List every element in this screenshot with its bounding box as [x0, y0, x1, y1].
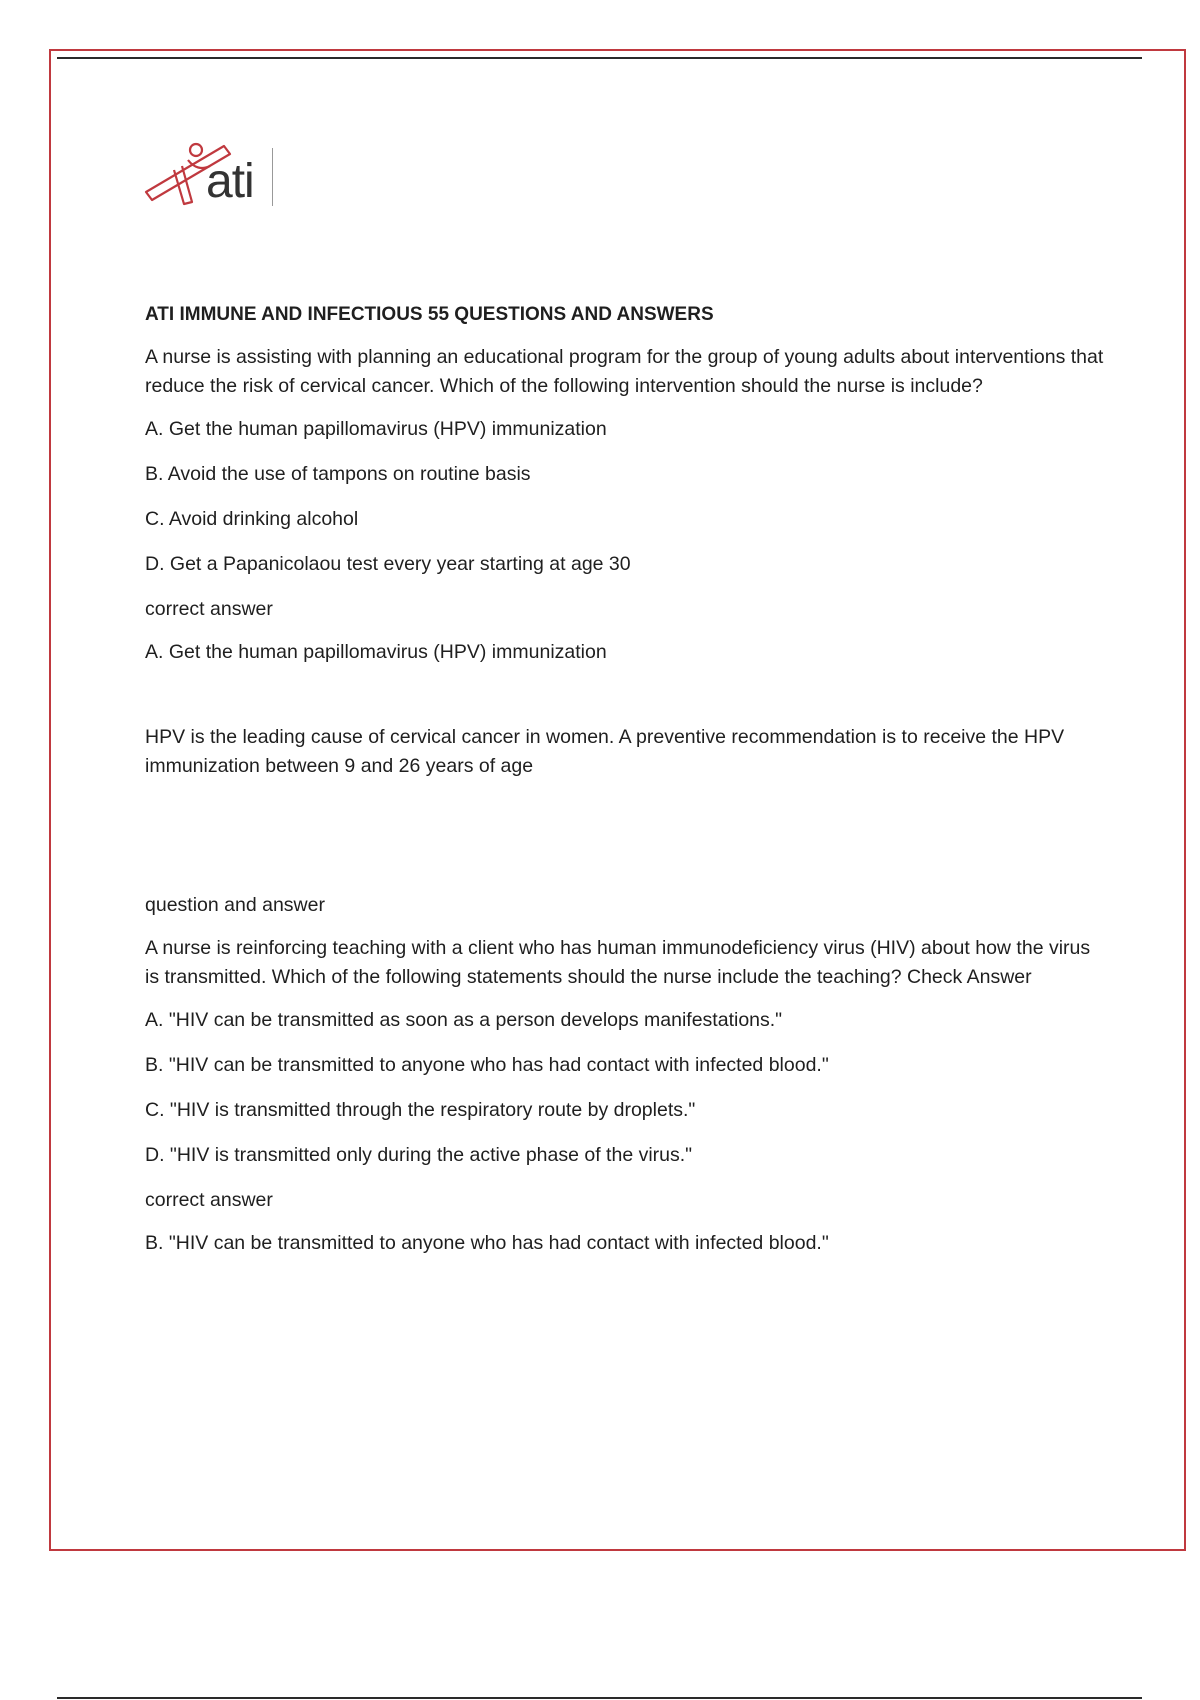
- question-2-option-b: B. "HIV can be transmitted to anyone who has had contact with infected blood.": [145, 1054, 829, 1076]
- question-1-option-b: B. Avoid the use of tampons on routine basis: [145, 463, 531, 485]
- question-2-answer-label: correct answer: [145, 1189, 273, 1211]
- question-2-text: A nurse is reinforcing teaching with a client who has human immunodeficiency virus (HIV) about how the virus is transmitted. Which of the following statements should the nurse include the teaching? Check Answer: [145, 937, 1091, 988]
- section-label: question and answer: [145, 894, 325, 916]
- question-1-text: A nurse is assisting with planning an educational program for the group of young adults about interventions that reduce the risk of cervical cancer. Which of the following intervention should the nurse is include?: [145, 346, 1104, 397]
- question-1-answer-label: correct answer: [145, 598, 273, 620]
- top-rule: [57, 57, 1142, 59]
- logo-divider: [272, 148, 273, 206]
- document-body: [145, 300, 1105, 1274]
- question-2-option-a: A. "HIV can be transmitted as soon as a person develops manifestations.": [145, 1009, 783, 1031]
- spacer: [145, 795, 1105, 891]
- document-title: ATI IMMUNE AND INFECTIOUS 55 QUESTIONS AND ANSWERS: [145, 304, 714, 325]
- logo-text: ati: [206, 155, 254, 208]
- question-1-answer: A. Get the human papillomavirus (HPV) immunization: [145, 641, 607, 663]
- ati-logo: [144, 140, 284, 220]
- question-1-option-d: D. Get a Papanicolaou test every year starting at age 30: [145, 553, 631, 575]
- question-2-answer: B. "HIV can be transmitted to anyone who has had contact with infected blood.": [145, 1232, 829, 1254]
- question-1-option-c: C. Avoid drinking alcohol: [145, 508, 359, 530]
- question-2-option-d: D. "HIV is transmitted only during the active phase of the virus.": [145, 1144, 693, 1166]
- question-1-option-a: A. Get the human papillomavirus (HPV) immunization: [145, 418, 607, 440]
- bottom-rule: [57, 1697, 1142, 1699]
- spacer: [145, 683, 1105, 723]
- question-2-option-c: C. "HIV is transmitted through the respiratory route by droplets.": [145, 1099, 696, 1121]
- question-1-rationale: HPV is the leading cause of cervical cancer in women. A preventive recommendation is to receive the HPV immunization between 9 and 26 years of age: [145, 726, 1065, 777]
